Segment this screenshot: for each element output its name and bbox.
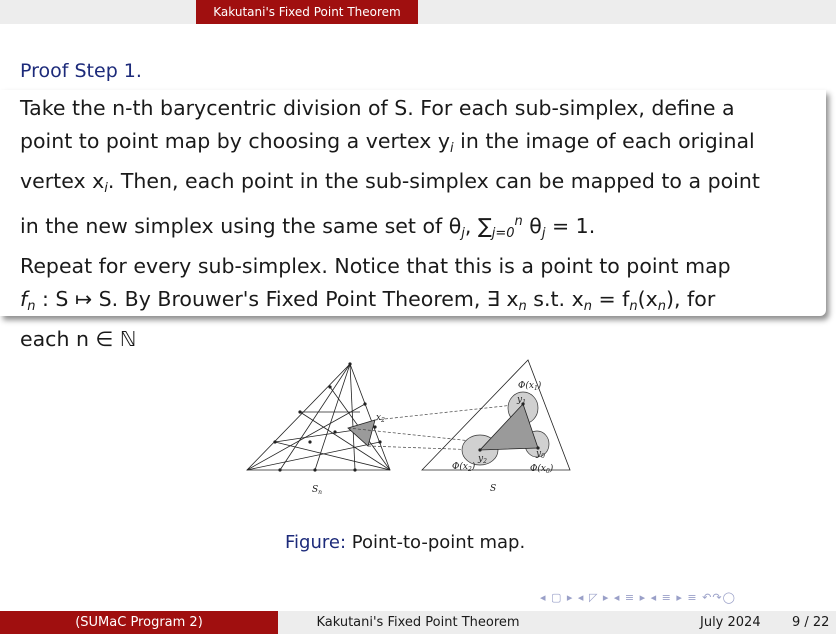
- label-phi-x0: $\Phi(x_0)$: [530, 464, 554, 475]
- caption-text: Point-to-point map.: [346, 532, 526, 553]
- footer-date-page: [558, 611, 836, 634]
- figure-svg: [240, 352, 580, 502]
- beamer-navigation-icons[interactable]: ◂ ▢ ▸ ◂ ◸ ▸ ◂ ≡ ▸ ◂ ≡ ▸ ≡ ↶↷◯: [540, 591, 736, 604]
- left-simplex: [247, 364, 390, 470]
- caption-label: Figure:: [285, 532, 347, 553]
- proof-line-4: in the new simplex using the same set of $\theta_j$, $\sum_{j=0}^n$ $\theta_j = 1$.: [20, 213, 596, 241]
- header-title: Kakutani's Fixed Point Theorem: [196, 0, 418, 24]
- proof-line-6: $f_n$ : S ↦ S. By Brouwer's Fixed Point Theorem, ∃ $x_n$ s.t. $x_n = f_n(x_n)$, for: [20, 286, 716, 314]
- label-x2: $x_2$: [376, 413, 385, 424]
- proof-line-7: each n ∈ ℕ: [20, 327, 137, 351]
- proof-line-3: vertex $x_i$. Then, each point in the sub-simplex can be mapped to a point: [20, 169, 760, 196]
- block-title: Proof Step 1.: [20, 60, 142, 82]
- label-y1: $y_1$: [517, 395, 526, 406]
- label-phi-x1: $\Phi(x_1)$: [518, 381, 542, 392]
- label-y0: $y_0$: [536, 449, 545, 460]
- proof-line-5: Repeat for every sub-simplex. Notice that this is a point to point map: [20, 254, 731, 278]
- block-body: [0, 90, 826, 351]
- proof-line-2: point to point map by choosing a vertex $y_i$ in the image of each original: [20, 128, 755, 156]
- top-navigation-bar: [0, 0, 836, 24]
- footer-page-number: 9 / 22: [792, 615, 830, 630]
- footer: [0, 611, 836, 634]
- label-s: S: [490, 484, 497, 494]
- footer-title: Kakutani's Fixed Point Theorem: [278, 611, 558, 634]
- label-phi-x2: $\Phi(x_2)$: [452, 462, 476, 473]
- footer-date: July 2024: [700, 615, 761, 630]
- highlighted-subsimplex: [348, 420, 375, 446]
- label-y2: $y_2$: [478, 454, 487, 465]
- figure-caption: [285, 532, 525, 553]
- label-s-n: $S_n$: [312, 485, 323, 496]
- proof-text: [20, 92, 820, 356]
- proof-line-1: Take the n-th barycentric division of S. For each sub-simplex, define a: [20, 96, 735, 120]
- footer-author: (SUMaC Program 2): [0, 611, 278, 634]
- point-to-point-figure: [240, 352, 580, 502]
